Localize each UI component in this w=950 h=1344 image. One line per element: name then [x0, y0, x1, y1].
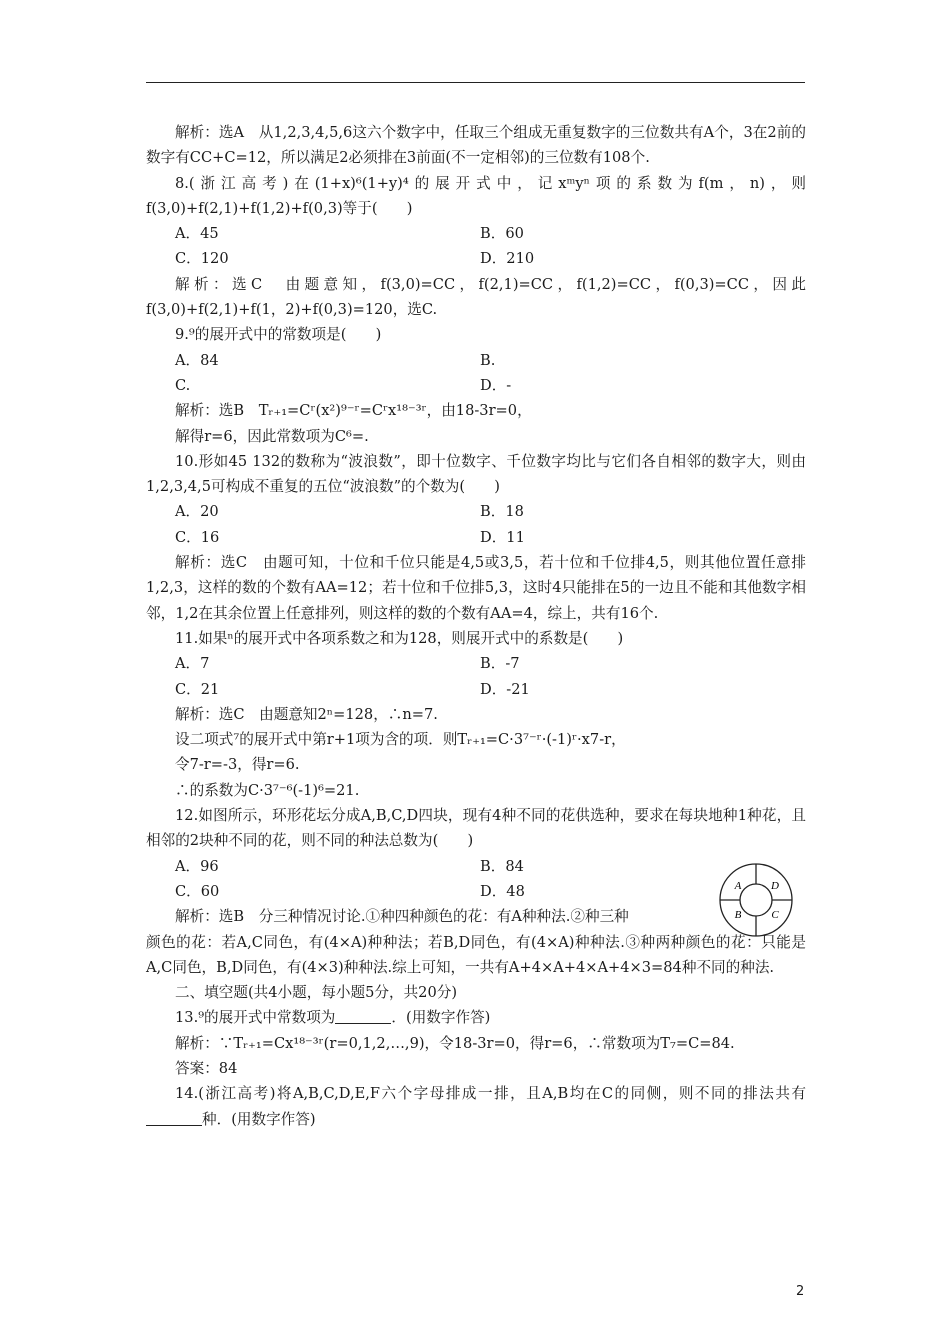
options-row	[146, 499, 806, 524]
text-line: +f(2,1)+f(1，2)+f(0,3)=120，选C.	[186, 301, 438, 319]
solution-10	[146, 550, 806, 626]
option: D．-	[480, 376, 512, 394]
question-12	[146, 803, 806, 854]
page-content	[146, 120, 806, 1132]
solution-11: 解析：选C 由题意知2ⁿ=128，∴n=7.	[175, 705, 438, 723]
option: D．11	[480, 528, 525, 546]
question-9: 9.⁹的展开式中的常数项是( )	[175, 326, 382, 344]
header-rule	[146, 82, 805, 83]
option: B．84	[480, 857, 524, 875]
text-line: 个，3在2前的数字有CC+C=12，所以满足2必须排在3前面(不一定相邻)的三位数有108	[146, 124, 806, 167]
solution-11-cont: ∴的系数为C·3⁷⁻⁶(-1)⁶=21.	[175, 781, 360, 799]
question-8	[146, 171, 806, 222]
text-line: 13.⁹的展开式中常数项为	[175, 1009, 336, 1027]
text-line: 种不同的种法.	[681, 958, 775, 976]
options-row	[146, 221, 806, 246]
solution-9: 解析：选B Tᵣ₊₁=Cʳ(x²)⁹⁻ʳ=Cʳx¹⁸⁻³ʳ，由18-3r=0，	[175, 402, 532, 420]
text-line: 个.	[630, 149, 650, 167]
option: B．-7	[480, 655, 520, 673]
solution-11-cont: 令7-r=-3，得r=6.	[175, 756, 300, 774]
options-row	[146, 525, 806, 550]
option: A．84	[175, 351, 219, 369]
text-line: 14.(浙江高考)将A,B,C,D,E,F六个字母排成一排，且A,B均在C的同侧，则不同的排	[175, 1085, 760, 1103]
text-line: 解析：选A 从1,2,3,4,5,6这六个数字中，任取三个组成无重复数字的三位数共有A	[175, 124, 715, 141]
text-line: 12.如图所示，环形花坛分成A,B,C,D四块，现有4种不同的花供选种，要求在每块地种	[175, 807, 738, 825]
text-line: 解析：选C 由题可知，十位和千位只能是4,5或3,5，若十位和千位排4,5，则其他位置	[175, 554, 761, 572]
text-line: f(2,1)+f(1,2)+f(0,3)等于( )	[198, 199, 413, 217]
option: C．60	[175, 882, 220, 900]
section-heading: 二、填空题(共4小题，每小题5分，共20分)	[175, 984, 458, 1002]
option: B.	[480, 351, 496, 369]
options-row	[146, 373, 806, 398]
options-row	[146, 677, 806, 702]
text-line: 任意排1,2,3，这样的数的个数有AA=12；若十位和千位排5,3，这时4只能排在5的一边且	[146, 554, 806, 597]
inner-circle	[740, 884, 772, 916]
solution-9-cont: 解得r=6，因此常数项为C⁶=.	[175, 427, 369, 445]
region-label-c: C	[771, 909, 779, 921]
text-line: 解析：选C 由题意知，f(3,0)=CC，f(2,1)=CC，f(1,2)=CC，f(0,3)=CC，因此f(3,0)	[146, 275, 806, 319]
option: A．7	[175, 655, 210, 673]
options-row	[146, 651, 806, 676]
solution-12-cont	[146, 930, 806, 981]
question-13	[146, 1005, 806, 1030]
page-number: 2	[796, 1284, 805, 1299]
region-label-b: B	[734, 909, 742, 921]
option: C．21	[175, 680, 220, 698]
solution-11-cont: 设二项式⁷的展开式中第r+1项为含的项．则Tᵣ₊₁=C·3⁷⁻ʳ·(-1)ʳ·x7-r，	[175, 731, 626, 749]
answer-blank	[335, 1008, 391, 1024]
region-label-d: D	[771, 880, 779, 892]
question-10	[146, 449, 806, 500]
text-line: 只能是A,C同色，B,D同色，有(4×3)种种法.综上可知，一共有A+4×A+4×A+4×3=84	[146, 933, 806, 976]
text-line: 种．(用数字作答)	[202, 1110, 316, 1128]
answer-blank	[146, 1110, 202, 1126]
text-line: 8.(浙江高考)在(1+x)⁶(1+y)⁴的展开式中，记xᵐyⁿ项的系数为f(m，n)，则f(3,0)+	[146, 174, 806, 217]
options-row	[146, 348, 806, 373]
option: D．210	[480, 250, 535, 268]
text-line: ．(用数字作答)	[391, 1009, 491, 1027]
option: D．-21	[480, 680, 530, 698]
option: C．16	[175, 528, 220, 546]
text-line: 颜色的花：若A,C同色，有(4×A)种种法；若B,D同色，有(4×A)种种法.③种两种颜色的花：	[146, 933, 762, 951]
option: A．20	[175, 503, 219, 521]
option: B．18	[480, 503, 524, 521]
solution-7	[146, 120, 806, 171]
option: A．96	[175, 857, 219, 875]
option: C.	[175, 376, 191, 394]
question-11: 11.如果ⁿ的展开式中各项系数之和为128，则展开式中的系数是( )	[175, 629, 624, 647]
option: C．120	[175, 250, 229, 268]
text-line: 法共有	[759, 1085, 806, 1103]
option: A．45	[175, 225, 219, 243]
options-row	[146, 246, 806, 271]
text-line: 字大，则由1,2,3,4,5可构成不重复的五位“波浪数”的个数为( )	[146, 452, 806, 496]
options-row	[146, 854, 806, 879]
solution-12: 解析：选B 分三种情况讨论.①种四种颜色的花：有A种种法.②种三种	[175, 908, 629, 926]
answer-13: 答案：84	[175, 1059, 238, 1077]
text-line: 10.形如45 132的数称为“波浪数”，即十位数字、千位数字均比与它们各自相邻的数	[175, 452, 732, 470]
solution-13: 解析：∵Tᵣ₊₁=Cx¹⁸⁻³ʳ(r=0,1,2,…,9)，令18-3r=0，得r=6，∴常数项为T₇=C=84.	[175, 1034, 735, 1052]
text-line: 不能和其他数字相邻，1,2在其余位置上任意排列，则这样的数的个数有AA=4，综上，共有	[146, 579, 806, 622]
question-14	[146, 1081, 806, 1132]
text-line: 1种花，且相邻的2块种不同的花，则不同的种法总数为( )	[146, 807, 806, 850]
region-label-a: A	[734, 880, 742, 892]
solution-8	[146, 272, 806, 323]
option: B．60	[480, 225, 524, 243]
ring-flowerbed-figure	[718, 862, 794, 938]
text-line: 16个.	[620, 604, 659, 622]
options-row	[146, 879, 806, 904]
option: D．48	[480, 882, 525, 900]
